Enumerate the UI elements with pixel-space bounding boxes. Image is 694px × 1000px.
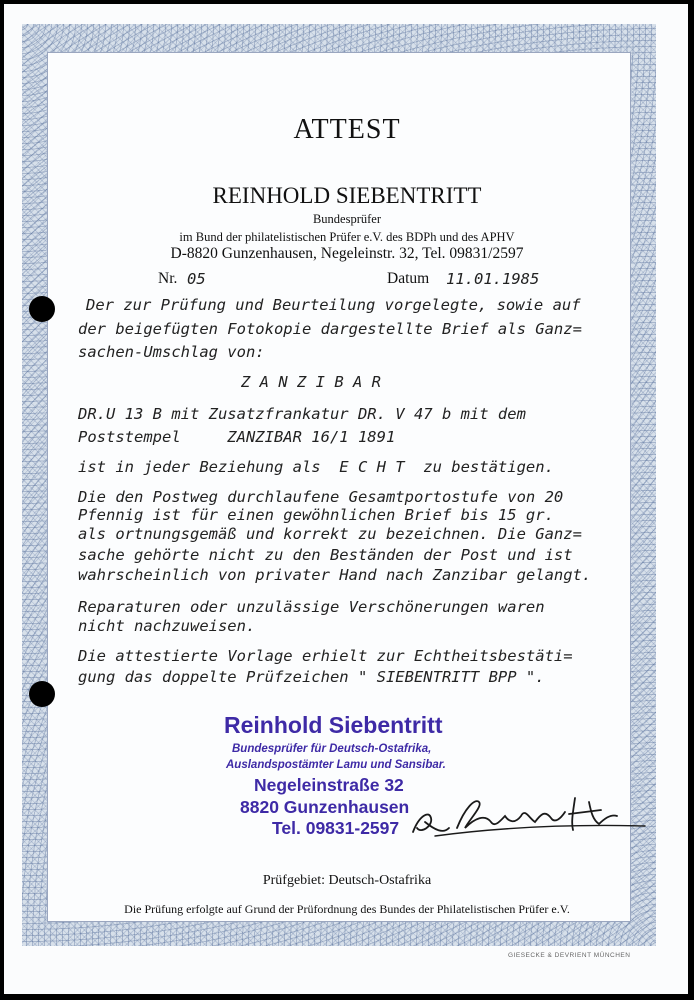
stamp-role-1: Bundesprüfer für Deutsch-Ostafrika, [232,743,432,755]
country-name: Z A N Z I B A R [241,373,381,391]
item-line-1: DR.U 13 B mit Zusatzfrankatur DR. V 47 b mit dem [78,405,526,423]
stamp-role-2: Auslandspostämter Lamu und Sansibar. [226,759,446,771]
examiner-role: Bundesprüfer [312,212,382,226]
datum-label: Datum [387,270,430,287]
printer-mark: GIESECKE & DEVRIENT MÜNCHEN [508,952,631,959]
punch-hole-top [29,296,55,322]
stamp-name: Reinhold Siebentritt [224,712,443,738]
intro-line-2: der beigefügten Fotokopie dargestellte Brief als Ganz= [78,320,582,338]
postage-line-4: sache gehörte nicht zu den Beständen der Post und ist [78,546,573,564]
examiner-address: D-8820 Gunzenhausen, Negeleinstr. 32, Tel. 09831/2597 [170,245,524,262]
postage-line-5: wahrscheinlich von privater Hand nach Zanzibar gelangt. [78,566,592,584]
certificate-title: ATTEST [293,114,401,145]
footer-basis: Die Prüfung erfolgte auf Grund der Prüfordnung des Bundes der Philatelistischen Prüfer e.V. [124,902,570,916]
nr-value: 05 [187,270,206,288]
stamp-phone: Tel. 09831-2597 [272,818,400,838]
datum-value: 11.01.1985 [446,270,540,288]
examiner-name: REINHOLD SIEBENTRITT [212,183,482,208]
stamp-street: Negeleinstraße 32 [254,775,404,795]
handwritten-signature [405,788,655,848]
association-line: im Bund der philatelistischen Prüfer e.V. des BDPh und des APHV [179,230,515,244]
repairs-line-1: Reparaturen oder unzulässige Verschönerungen waren [78,598,545,616]
nr-label: Nr. [158,270,178,287]
item-line-2: Poststempel ZANZIBAR 16/1 1891 [78,428,396,446]
marks-line-2: gung das doppelte Prüfzeichen " SIEBENTRITT BPP ". [78,668,545,686]
marks-line-1: Die attestierte Vorlage erhielt zur Echtheitsbestäti= [78,647,573,665]
postage-line-1: Die den Postweg durchlaufene Gesamtportostufe von 20 [78,488,564,506]
verdict-line: ist in jeder Beziehung als E C H T zu bestätigen. [78,458,554,476]
intro-line-1: Der zur Prüfung und Beurteilung vorgelegte, sowie auf [86,296,581,314]
postage-line-3: als ortnungsgemäß und korrekt zu bezeichnen. Die Ganz= [78,525,582,543]
intro-line-3: sachen-Umschlag von: [78,343,265,361]
stamp-city: 8820 Gunzenhausen [240,797,410,817]
pruefgebiet: Prüfgebiet: Deutsch-Ostafrika [262,873,432,888]
punch-hole-bottom [29,681,55,707]
repairs-line-2: nicht nachzuweisen. [78,617,256,635]
postage-line-2: Pfennig ist für einen gewöhnlichen Brief bis 15 gr. [78,506,554,524]
